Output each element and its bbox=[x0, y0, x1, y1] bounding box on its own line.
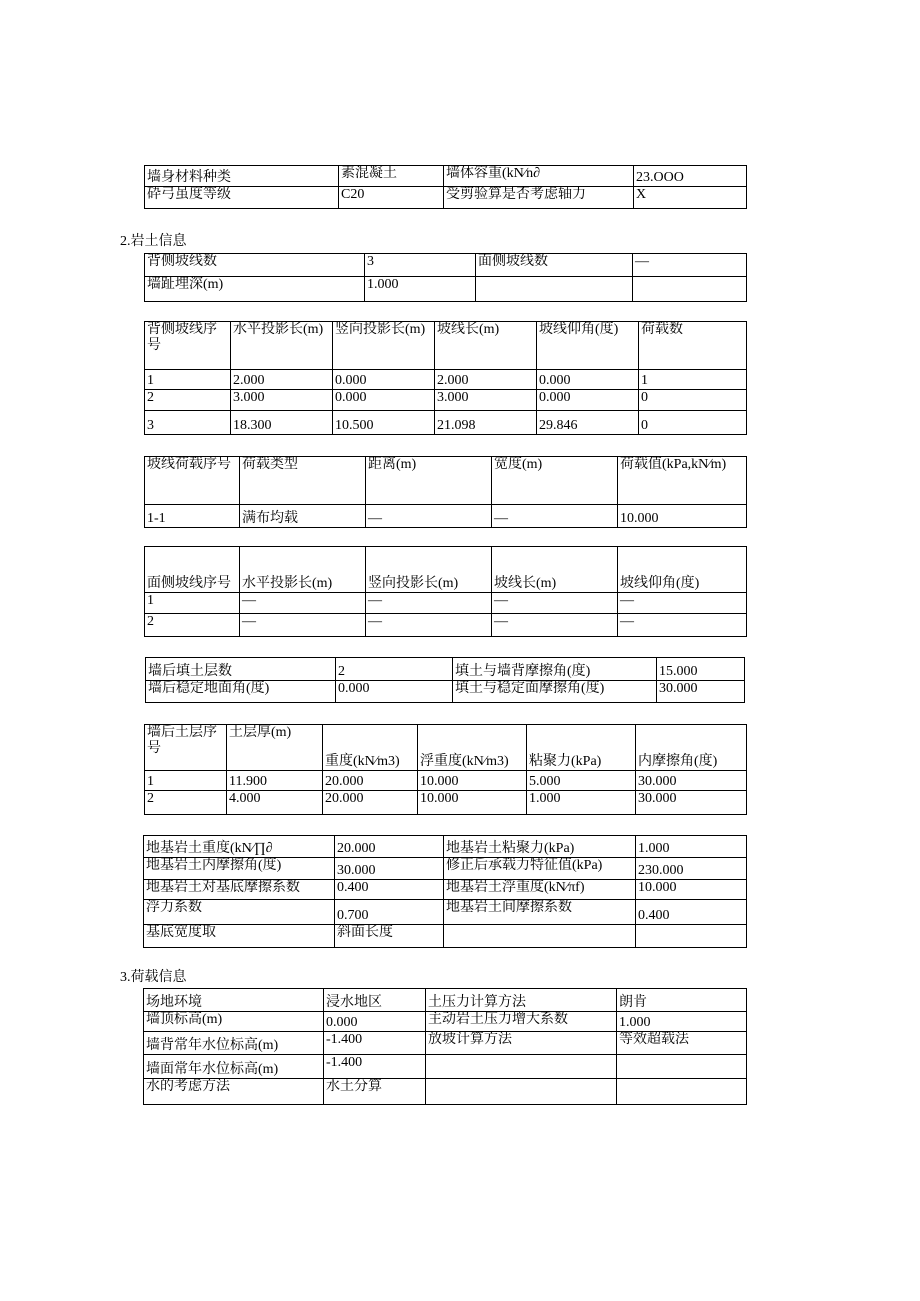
table-cell: -1.400 bbox=[324, 1055, 426, 1079]
table-cell: 0.000 bbox=[324, 1012, 426, 1032]
table-header-cell: 坡线荷载序号 bbox=[145, 457, 240, 505]
table-cell: 地基岩土浮重度(kN∕πf) bbox=[444, 880, 636, 900]
table-cell: — bbox=[240, 593, 366, 614]
table-cell: 0.400 bbox=[335, 880, 444, 900]
table-cell bbox=[476, 277, 633, 302]
table-header-cell: 内摩擦角(度) bbox=[636, 725, 747, 771]
table-header-cell: 重度(kN∕m3) bbox=[323, 725, 418, 771]
table-cell bbox=[636, 925, 747, 948]
table-cell: 10.500 bbox=[333, 411, 435, 435]
table-cell bbox=[617, 1055, 747, 1079]
table-cell: 场地环境 bbox=[144, 989, 324, 1012]
table-cell: — bbox=[633, 254, 747, 277]
table-cell: — bbox=[618, 593, 747, 614]
table-cell: 斜面长度 bbox=[335, 925, 444, 948]
slope-summary-table bbox=[144, 253, 747, 302]
table-header-cell: 荷载值(kPa,kN∕m) bbox=[618, 457, 747, 505]
table-cell: 基底宽度取 bbox=[144, 925, 335, 948]
table-cell: 1 bbox=[145, 593, 240, 614]
table-header-cell: 坡线长(m) bbox=[435, 322, 537, 370]
table-header-cell: 荷载数 bbox=[639, 322, 747, 370]
table-cell: — bbox=[492, 593, 618, 614]
table-cell: 10.000 bbox=[418, 771, 527, 791]
table-cell: 2 bbox=[336, 658, 453, 681]
table-cell: 墙顶标高(m) bbox=[144, 1012, 324, 1032]
front-slopes-table bbox=[144, 546, 747, 637]
table-cell: 墙后稳定地面角(度) bbox=[146, 681, 336, 703]
table-cell: X bbox=[634, 187, 747, 209]
table-header-cell: 荷载类型 bbox=[240, 457, 366, 505]
table-header-cell: 墙后土层序号 bbox=[145, 725, 227, 771]
table-header-cell: 土层厚(m) bbox=[227, 725, 323, 771]
table-cell: 地基岩土间摩擦系数 bbox=[444, 900, 636, 925]
table-cell: 面侧坡线数 bbox=[476, 254, 633, 277]
table-header-cell: 距离(m) bbox=[366, 457, 492, 505]
table-cell: 浮力系数 bbox=[144, 900, 335, 925]
table-cell: 朗肯 bbox=[617, 989, 747, 1012]
table-cell: 墙身材料种类 bbox=[145, 166, 339, 187]
table-cell: 1 bbox=[145, 370, 231, 390]
table-header-cell: 坡线仰角(度) bbox=[618, 547, 747, 593]
table-cell: 0.400 bbox=[636, 900, 747, 925]
table-header-cell: 背侧坡线序号 bbox=[145, 322, 231, 370]
table-cell: 30.000 bbox=[636, 791, 747, 815]
table-cell: 30.000 bbox=[636, 771, 747, 791]
table-header-cell: 坡线仰角(度) bbox=[537, 322, 639, 370]
table-cell: 背侧坡线数 bbox=[145, 254, 365, 277]
table-cell: 0.000 bbox=[333, 370, 435, 390]
table-cell: 素混凝土 bbox=[339, 166, 444, 187]
table-cell: 地基岩土重度(kN∕∏∂ bbox=[144, 836, 335, 858]
table-cell: 地基岩土粘聚力(kPa) bbox=[444, 836, 636, 858]
table-cell: 主动岩土压力增大系数 bbox=[426, 1012, 617, 1032]
table-cell: 3 bbox=[145, 411, 231, 435]
table-cell: 0.700 bbox=[335, 900, 444, 925]
wall-material-table bbox=[144, 165, 747, 209]
table-cell bbox=[444, 925, 636, 948]
table-cell: 3 bbox=[365, 254, 476, 277]
table-cell: 30.000 bbox=[335, 858, 444, 880]
table-header-cell: 宽度(m) bbox=[492, 457, 618, 505]
table-cell: 3.000 bbox=[435, 390, 537, 411]
table-cell: 29.846 bbox=[537, 411, 639, 435]
table-header-cell: 面侧坡线序号 bbox=[145, 547, 240, 593]
table-cell: 墙趾埋深(m) bbox=[145, 277, 365, 302]
table-cell: 20.000 bbox=[323, 771, 418, 791]
table-cell: 放坡计算方法 bbox=[426, 1032, 617, 1055]
section-heading-loads: 3.荷载信息 bbox=[120, 970, 187, 985]
table-cell: — bbox=[366, 614, 492, 637]
table-cell: — bbox=[366, 593, 492, 614]
table-cell: -1.400 bbox=[324, 1032, 426, 1055]
table-cell: 5.000 bbox=[527, 771, 636, 791]
table-cell: 0.000 bbox=[537, 370, 639, 390]
table-cell: 15.000 bbox=[657, 658, 745, 681]
table-cell: 墙背常年水位标高(m) bbox=[144, 1032, 324, 1055]
table-cell: 墙后填土层数 bbox=[146, 658, 336, 681]
table-cell: C20 bbox=[339, 187, 444, 209]
table-cell: 10.000 bbox=[418, 791, 527, 815]
table-cell: 10.000 bbox=[636, 880, 747, 900]
table-cell bbox=[426, 1055, 617, 1079]
table-cell: 2.000 bbox=[231, 370, 333, 390]
table-cell: 1.000 bbox=[636, 836, 747, 858]
load-info-table bbox=[143, 988, 747, 1105]
table-cell: 1.000 bbox=[365, 277, 476, 302]
table-cell: 1 bbox=[145, 771, 227, 791]
table-cell: 11.900 bbox=[227, 771, 323, 791]
table-cell: 水的考虑方法 bbox=[144, 1079, 324, 1105]
table-cell: 2 bbox=[145, 614, 240, 637]
table-cell: 墙体容重(kN∕n∂ bbox=[444, 166, 634, 187]
table-cell: 砕弓虽度等级 bbox=[145, 187, 339, 209]
table-cell: 满布均载 bbox=[240, 505, 366, 528]
table-cell: 1-1 bbox=[145, 505, 240, 528]
table-cell: 土压力计算方法 bbox=[426, 989, 617, 1012]
table-cell: 水土分算 bbox=[324, 1079, 426, 1105]
table-cell: 1.000 bbox=[617, 1012, 747, 1032]
table-cell bbox=[633, 277, 747, 302]
table-cell: — bbox=[492, 505, 618, 528]
table-cell: 2 bbox=[145, 390, 231, 411]
table-cell: 0.000 bbox=[333, 390, 435, 411]
table-cell: — bbox=[240, 614, 366, 637]
backfill-summary-table bbox=[145, 657, 745, 703]
back-slopes-table bbox=[144, 321, 747, 435]
table-cell: 浸水地区 bbox=[324, 989, 426, 1012]
table-cell: 3.000 bbox=[231, 390, 333, 411]
table-cell: 10.000 bbox=[618, 505, 747, 528]
table-header-cell: 竖向投影长(m) bbox=[366, 547, 492, 593]
table-cell: 填土与墙背摩擦角(度) bbox=[453, 658, 657, 681]
table-cell: 21.098 bbox=[435, 411, 537, 435]
table-cell: 30.000 bbox=[657, 681, 745, 703]
table-cell: 填土与稳定面摩擦角(度) bbox=[453, 681, 657, 703]
table-cell: 2.000 bbox=[435, 370, 537, 390]
table-header-cell: 坡线长(m) bbox=[492, 547, 618, 593]
table-cell: 20.000 bbox=[323, 791, 418, 815]
table-cell: 地基岩土对基底摩擦系数 bbox=[144, 880, 335, 900]
table-cell: 修正后承载力特征值(kPa) bbox=[444, 858, 636, 880]
soil-layers-table bbox=[144, 724, 747, 815]
table-cell: 地基岩土内摩擦角(度) bbox=[144, 858, 335, 880]
table-cell: 0 bbox=[639, 411, 747, 435]
section-heading-geotechnical: 2.岩土信息 bbox=[120, 234, 187, 249]
table-cell: 墙面常年水位标高(m) bbox=[144, 1055, 324, 1079]
table-header-cell: 竖向投影长(m) bbox=[333, 322, 435, 370]
table-cell bbox=[617, 1079, 747, 1105]
table-cell: 18.300 bbox=[231, 411, 333, 435]
slope-loads-table bbox=[144, 456, 747, 528]
table-cell: 0.000 bbox=[537, 390, 639, 411]
table-cell: — bbox=[366, 505, 492, 528]
table-cell: — bbox=[618, 614, 747, 637]
table-cell: 230.000 bbox=[636, 858, 747, 880]
table-cell: 1.000 bbox=[527, 791, 636, 815]
table-header-cell: 水平投影长(m) bbox=[240, 547, 366, 593]
table-header-cell: 浮重度(kN∕m3) bbox=[418, 725, 527, 771]
table-cell: 0 bbox=[639, 390, 747, 411]
table-cell bbox=[426, 1079, 617, 1105]
table-header-cell: 水平投影长(m) bbox=[231, 322, 333, 370]
foundation-table bbox=[143, 835, 747, 948]
table-cell: 等效超载法 bbox=[617, 1032, 747, 1055]
table-cell: 1 bbox=[639, 370, 747, 390]
table-header-cell: 粘聚力(kPa) bbox=[527, 725, 636, 771]
table-cell: 0.000 bbox=[336, 681, 453, 703]
table-cell: 20.000 bbox=[335, 836, 444, 858]
table-cell: 受剪验算是否考虑轴力 bbox=[444, 187, 634, 209]
table-cell: 23.OOO bbox=[634, 166, 747, 187]
table-cell: 2 bbox=[145, 791, 227, 815]
table-cell: — bbox=[492, 614, 618, 637]
table-cell: 4.000 bbox=[227, 791, 323, 815]
